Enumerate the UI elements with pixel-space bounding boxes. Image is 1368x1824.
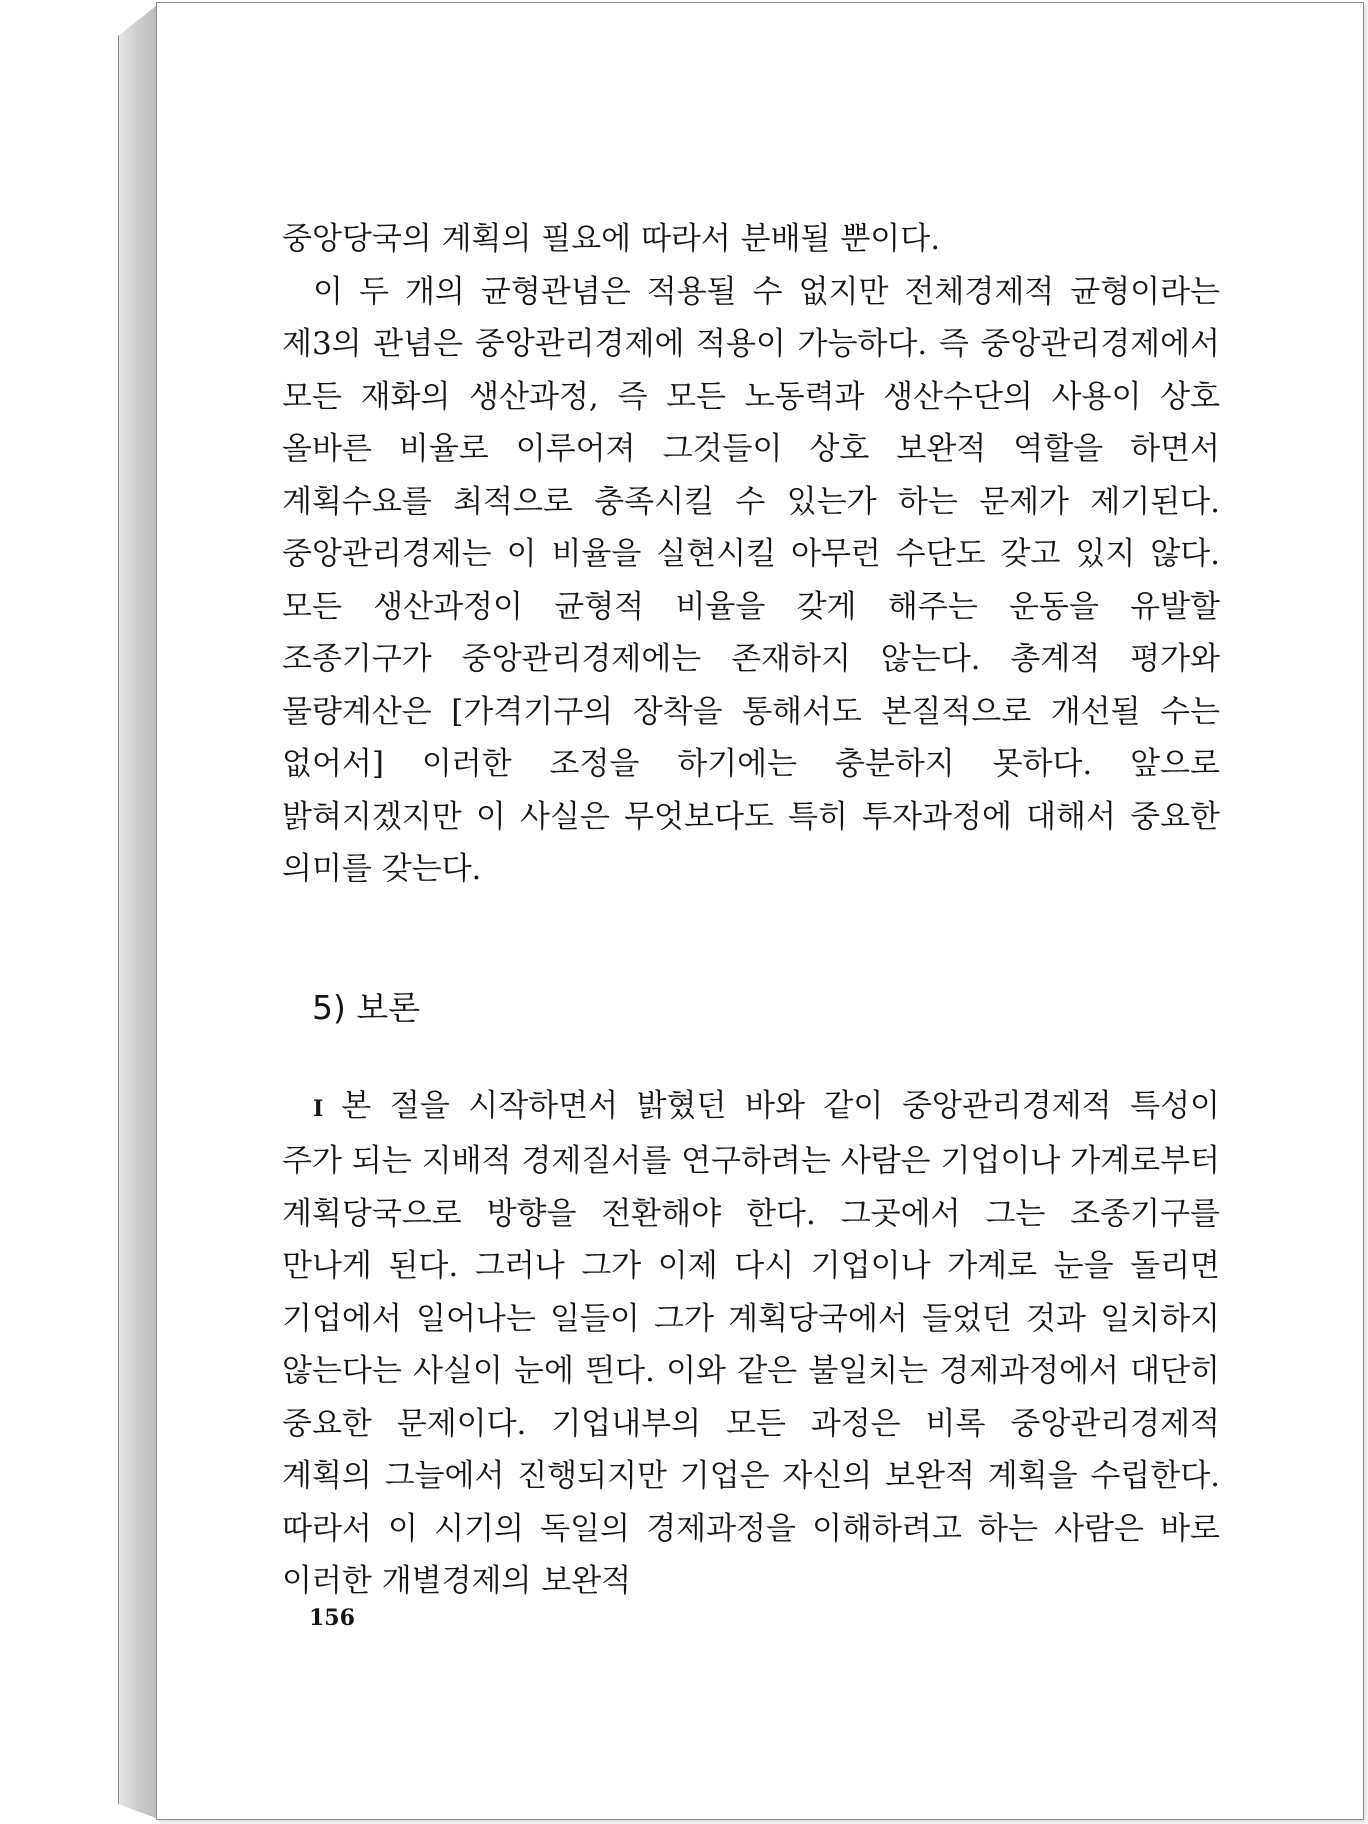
paragraph-supplement-text: 본 절을 시작하면서 밝혔던 바와 같이 중앙관리경제적 특성이 주가 되는 지배적 경제질서를 연구하려는 사람은 기업이나 가계로부터 계획당국으로 방향을 전환해야 한다. 그곳에서 그는 조종기구를 만나게 된다. 그러나 그가 이제 다시 기업이나 가계로 눈을 돌리면 기업에서 일어나는 일들이 그가 계획당국에서 들었던 것과 일치하지 않는다는 사실이 눈에 띈다. 이와 같은 불일치는 경제과정에서 대단히 중요한 문제이다. 기업내부의 모든 과정은 비록 중앙관리경제적 계획의 그늘에서 진행되지만 기업은 자신의 보완적 계획을 수립한다. 따라서 이 시기의 독일의 경제과정을 이해하려고 하는 사람은 바로 이러한 개별경제의 보완적 <box>282 1087 1220 1599</box>
page-number: 156 <box>309 1605 355 1631</box>
page-body <box>282 213 1220 1608</box>
spacer <box>282 896 1220 988</box>
spacer <box>282 1028 1220 1080</box>
book-page <box>156 2 1364 1820</box>
book-spine <box>118 6 156 1818</box>
section-heading: 5) 보론 <box>312 987 421 1027</box>
paragraph-continuation: 중앙당국의 계획의 필요에 따라서 분배될 뿐이다. <box>282 221 941 257</box>
paragraph-supplement <box>282 1080 1220 1608</box>
paragraph-marker: I <box>313 1095 324 1122</box>
paragraph-equilibrium: 이 두 개의 균형관념은 적용될 수 없지만 전체경제적 균형이라는 제3의 관념은 중앙관리경제에 적용이 가능하다. 즉 중앙관리경제에서 모든 재화의 생산과정, 즉 모든 노동력과 생산수단의 사용이 상호 올바른 비율로 이루어져 그것들이 상호 보완적 역할을 하면서 계획수요를 최적으로 충족시킬 수 있는가 하는 문제가 제기된다. 중앙관리경제는 이 비율을 실현시킬 아무런 수단도 갖고 있지 않다. 모든 생산과정이 균형적 비율을 갖게 해주는 운동을 유발할 조종기구가 중앙관리경제에는 존재하지 않는다. 총계적 평가와 물량계산은 [가격기구의 장착을 통해서도 본질적으로 개선될 수는 없어서] 이러한 조정을 하기에는 충분하지 못하다. 앞으로 밝혀지겠지만 이 사실은 무엇보다도 특히 투자과정에 대해서 중요한 의미를 갖는다. <box>282 273 1220 887</box>
